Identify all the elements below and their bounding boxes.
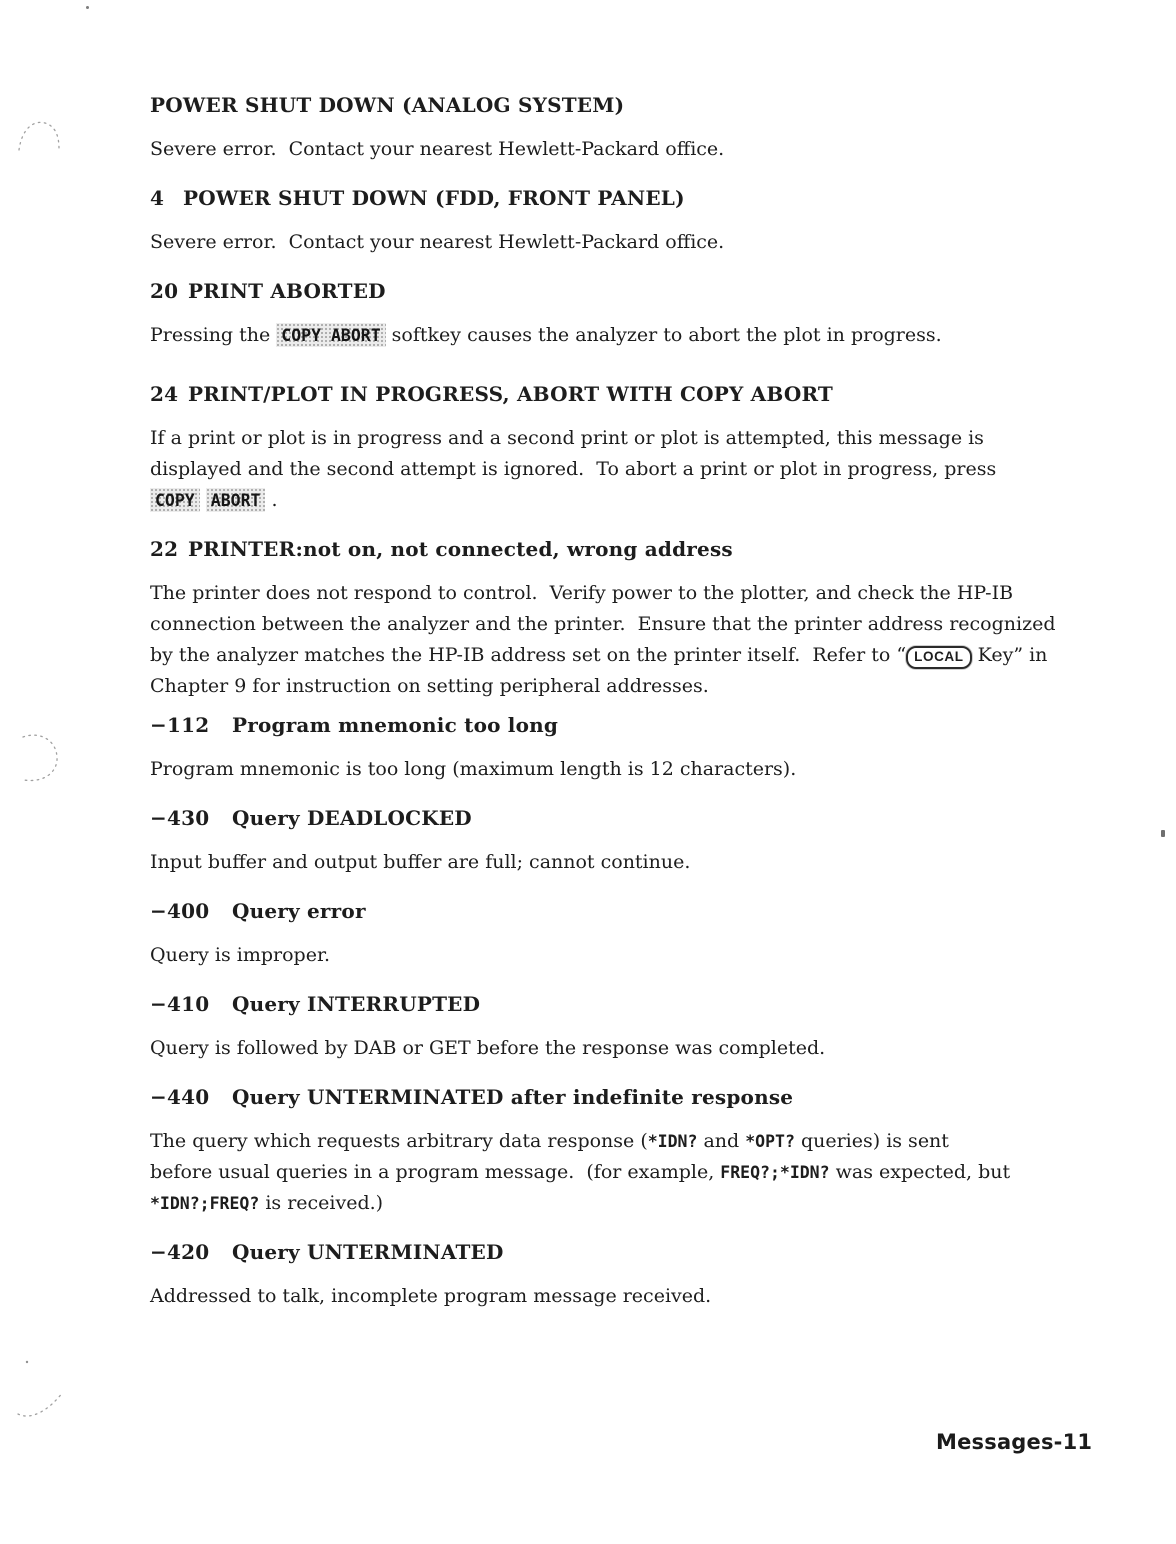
body-text: Severe error. Contact your nearest Hewlett-Packard office. (150, 138, 725, 160)
message-section (150, 185, 1056, 258)
message-title: POWER SHUT DOWN (FDD, FRONT PANEL) (183, 186, 685, 210)
message-title: PRINT/PLOT IN PROGRESS, ABORT WITH COPY ABORT (188, 382, 834, 406)
message-section (150, 92, 1056, 165)
message-number: −410 (150, 992, 210, 1016)
message-title: POWER SHUT DOWN (ANALOG SYSTEM) (150, 93, 625, 117)
body-text (200, 489, 206, 511)
message-section (150, 805, 1056, 878)
body-line (150, 847, 1056, 878)
message-heading (150, 185, 1056, 211)
message-title: Query DEADLOCKED (232, 806, 472, 830)
local-key: LOCAL (906, 646, 972, 669)
body-text: and (697, 1130, 746, 1152)
body-text: queries) is sent (794, 1130, 949, 1152)
body-text: If a print or plot is in progress and a second print or plot is attempted, this message is (150, 427, 984, 449)
message-number: −430 (150, 806, 210, 830)
message-number: 24 (150, 382, 179, 406)
message-number: −112 (150, 713, 210, 737)
body-line (150, 609, 1056, 640)
message-title: Query error (232, 899, 366, 923)
message-heading (150, 1239, 1056, 1265)
message-heading (150, 536, 1056, 562)
scan-speck (1161, 830, 1165, 837)
softkey-label: COPY (150, 488, 200, 512)
message-title: Program mnemonic too long (232, 713, 559, 737)
message-body (150, 423, 1056, 516)
body-text: The printer does not respond to control. Verify power to the plotter, and check the HP-IB (150, 582, 1014, 604)
body-text: connection between the analyzer and the printer. Ensure that the printer address recognized (150, 613, 1056, 635)
message-body (150, 320, 1056, 351)
body-line (150, 1126, 1056, 1157)
message-title: PRINT ABORTED (188, 279, 386, 303)
body-text: before usual queries in a program message. (for example, (150, 1161, 721, 1183)
body-line (150, 227, 1056, 258)
body-text: by the analyzer matches the HP-IB address set on the printer itself. Refer to “ (150, 644, 907, 666)
body-line (150, 754, 1056, 785)
body-line (150, 134, 1056, 165)
code-text: *OPT? (745, 1132, 795, 1151)
message-body (150, 1033, 1056, 1064)
message-body (150, 1126, 1056, 1219)
message-number: 20 (150, 279, 179, 303)
message-number: 4 (150, 186, 165, 210)
body-line (150, 1033, 1056, 1064)
message-title: Query INTERRUPTED (232, 992, 481, 1016)
document-body (150, 92, 1056, 1312)
message-section (150, 536, 1056, 702)
message-body (150, 754, 1056, 785)
body-text: Query is followed by DAB or GET before the response was completed. (150, 1037, 826, 1059)
message-number: −400 (150, 899, 210, 923)
message-heading (150, 991, 1056, 1017)
body-text: softkey causes the analyzer to abort the plot in progress. (385, 324, 942, 346)
body-text: Addressed to talk, incomplete program message received. (150, 1285, 712, 1307)
body-text: Query is improper. (150, 944, 330, 966)
softkey-label: COPY ABORT (276, 323, 385, 347)
body-line (150, 578, 1056, 609)
body-line (150, 423, 1056, 454)
message-number: 22 (150, 537, 179, 561)
message-body (150, 1281, 1056, 1312)
body-line (150, 1281, 1056, 1312)
code-text: *IDN?;FREQ? (150, 1194, 260, 1213)
message-section (150, 1084, 1056, 1219)
message-heading (150, 805, 1056, 831)
message-heading (150, 898, 1056, 924)
body-line (150, 640, 1056, 671)
body-text: Key” in (971, 644, 1048, 666)
message-section (150, 712, 1056, 785)
message-section (150, 898, 1056, 971)
message-heading (150, 92, 1056, 118)
message-body (150, 847, 1056, 878)
body-line (150, 1188, 1056, 1219)
message-section (150, 991, 1056, 1064)
body-line (150, 320, 1056, 351)
body-line (150, 454, 1056, 485)
message-body (150, 940, 1056, 971)
body-text: displayed and the second attempt is ignored. To abort a print or plot in progress, press (150, 458, 997, 480)
body-text: is received.) (259, 1192, 384, 1214)
body-text: Severe error. Contact your nearest Hewlett-Packard office. (150, 231, 725, 253)
body-text: Program mnemonic is too long (maximum length is 12 characters). (150, 758, 797, 780)
message-body (150, 134, 1056, 165)
message-title: Query UNTERMINATED after indefinite response (232, 1085, 794, 1109)
body-text: . (265, 489, 278, 511)
body-line (150, 485, 1056, 516)
softkey-label: ABORT (206, 488, 266, 512)
scan-speck (86, 6, 89, 9)
message-heading (150, 1084, 1056, 1110)
body-line (150, 671, 1056, 702)
message-section (150, 381, 1056, 516)
message-number: −440 (150, 1085, 210, 1109)
message-heading (150, 712, 1056, 738)
message-title: Query UNTERMINATED (232, 1240, 504, 1264)
body-line (150, 940, 1056, 971)
body-text: The query which requests arbitrary data response ( (150, 1130, 648, 1152)
page-footer: Messages-11 (936, 1430, 1093, 1454)
message-body (150, 578, 1056, 702)
body-text: Input buffer and output buffer are full; cannot continue. (150, 851, 691, 873)
message-heading (150, 278, 1056, 304)
body-text: Pressing the (150, 324, 277, 346)
message-title: PRINTER:not on, not connected, wrong address (188, 537, 733, 561)
code-text: FREQ?;*IDN? (720, 1163, 830, 1182)
message-section (150, 278, 1056, 351)
code-text: *IDN? (647, 1132, 698, 1151)
body-text: was expected, but (829, 1161, 1011, 1183)
body-line (150, 1157, 1056, 1188)
message-body (150, 227, 1056, 258)
message-number: −420 (150, 1240, 210, 1264)
message-heading (150, 381, 1056, 407)
message-section (150, 1239, 1056, 1312)
body-text: Chapter 9 for instruction on setting peripheral addresses. (150, 675, 709, 697)
